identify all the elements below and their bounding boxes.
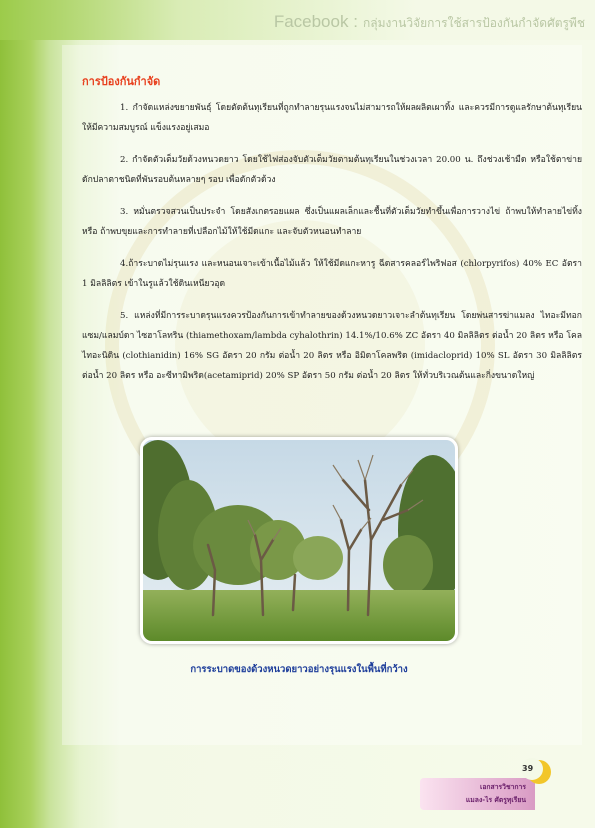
facebook-group-name: กลุ่มงานวิจัยการใช้สารป้องกันกำจัดศัตรูพืช [363,16,585,30]
photo-caption: การระบาดของด้วงหนวดยาวอย่างรุนแรงในพื้นที่กว้าง [190,664,408,675]
page-header [0,12,585,33]
footer-doc-type: เอกสารวิชาการ [480,783,526,791]
paragraph-4 [82,254,582,294]
infested-orchard-photo [140,437,458,644]
orchard-illustration [143,440,455,641]
paragraph-5 [82,306,582,386]
section-title: การป้องกันกำจัด [82,75,161,88]
page-number: 39 [522,764,534,773]
paragraph-5-text: 5. แหล่งที่มีการระบาดรุนแรงควรป้องกันการเข้าทำลายของด้วงหนวดยาวเจาะลำต้นทุเรียน โดยพ่นสารฆ่าแมลง ไทอะมีทอกแซม/แลมบ์ดา ไซฮาโลทริน (thiamethoxam/lambda cyhalothrin) 14.1%/10.6% ZC อัตรา 40 มิลลิลิตร ต่อน้ำ 20 ลิตร หรือ โคลไทอะนิดิน (clothianidin) 16% SG อัตรา 20 กรัม ต่อน้ำ 20 ลิตร หรือ อิมิดาโคลพริด (imidacloprid) 10% SL อัตรา 30 มิลลิลิตร ต่อน้ำ 20 ลิตร หรือ อะซีทามิพริด(acetamiprid) 20% SP อัตรา 50 กรัม ต่อน้ำ 20 ลิตร ให้ทั่วบริเวณต้นและกิ่งขนาดใหญ่ [82,311,582,381]
paragraph-2 [82,150,582,190]
paragraph-3-text: 3. หมั่นตรวจสวนเป็นประจำ โดยสังเกตรอยแผล ซึ่งเป็นแผลเล็กและชื้นที่ตัวเต็มวัยทำขึ้นเพื่อการวางไข่ ถ้าพบให้ทำลายไข่ทิ้ง หรือ ถ้าพบขุยและการทำลายที่เปลือกไม้ให้ใช้มีดแกะ และจับตัวหนอนทำลาย [82,207,582,237]
footer-doc-title: แมลง-ไร ศัตรูทุเรียน [465,796,526,804]
paragraph-3 [82,202,582,242]
paragraph-2-text: 2. กำจัดตัวเต็มวัยด้วงหนวดยาว โดยใช้ไฟส่องจับตัวเต็มวัยตามต้นทุเรียนในช่วงเวลา 20.00 น. ถึงช่วงเช้ามืด หรือใช้ตาข่ายดักปลาตาชนิดที่พันรอบต้นหลายๆ รอบ เพื่อดักตัวด้วง [82,155,582,185]
facebook-label: Facebook : [273,12,358,31]
paragraph-1-text: 1. กำจัดแหล่งขยายพันธุ์ โดยตัดต้นทุเรียนที่ถูกทำลายรุนแรงจนไม่สามารถให้ผลผลิตเผาทิ้ง และควรมีการดูแลรักษาต้นทุเรียน ให้มีความสมบูรณ์ แข็งแรงอยู่เสมอ [82,103,582,133]
paragraph-4-text: 4.ถ้าระบาดไม่รุนแรง และหนอนเจาะเข้าเนื้อไม้แล้ว ให้ใช้มีดแกะหารู ฉีดสารคลอร์ไพริฟอส (chlorpyrifos) 40% EC อัตรา 1 มิลลิลิตร เข้าในรูแล้วใช้ดินเหนียวอุด [82,259,582,289]
paragraph-1 [82,98,582,138]
